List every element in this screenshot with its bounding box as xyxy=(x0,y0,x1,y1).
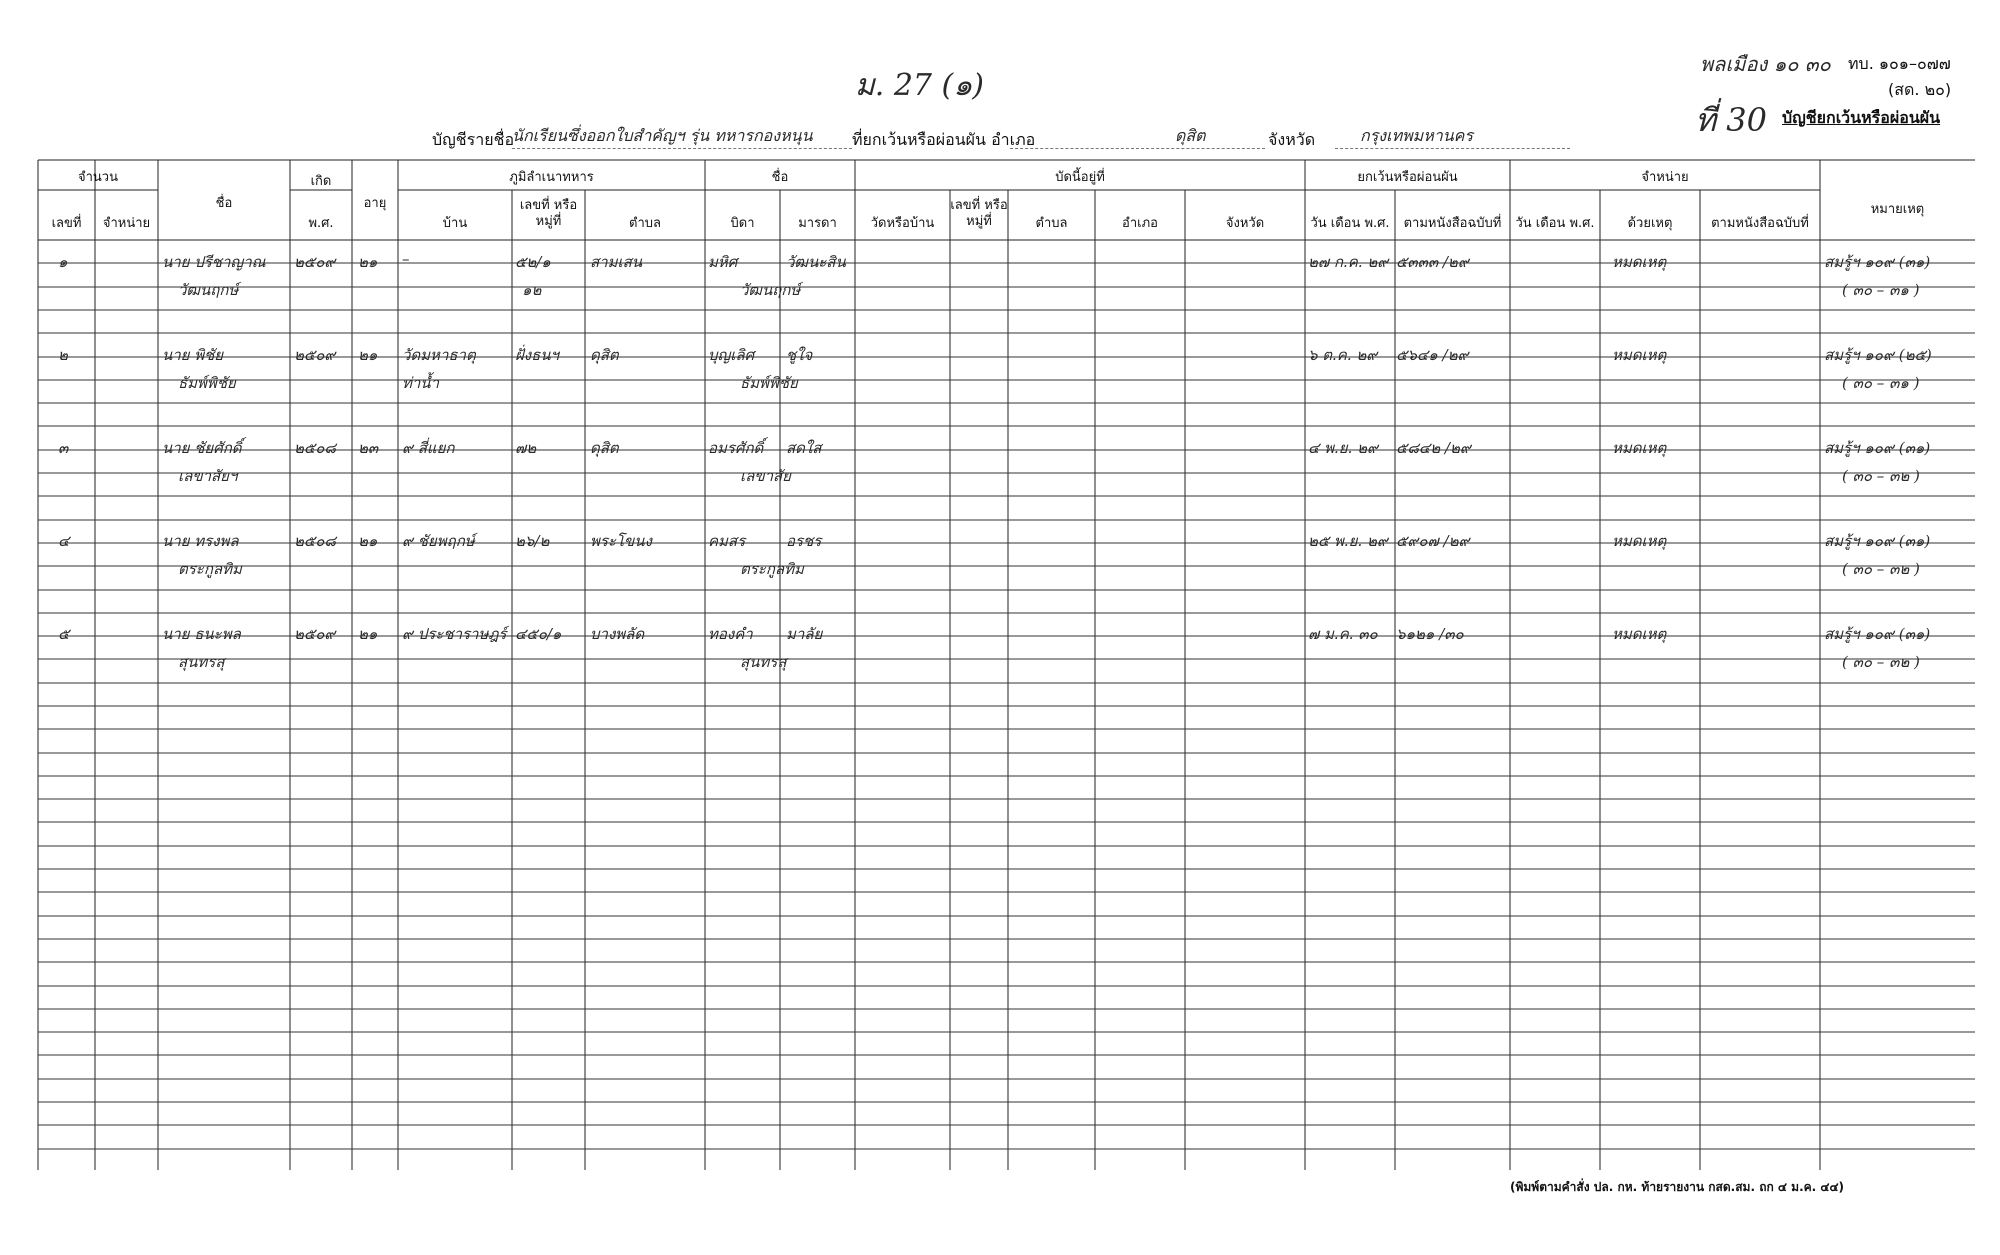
cell-remark-range: ( ๓๐ – ๓๒ ) xyxy=(1842,653,1920,671)
cell-parent-surname: เลขาสัย xyxy=(740,467,791,485)
cell-father: มหิศ xyxy=(708,253,738,271)
cell-remark: สมรู้ฯ ๑๐๙ (๓๑) xyxy=(1824,625,1931,643)
cell-mother: สดใส xyxy=(786,439,822,457)
title-province: กรุงเทพมหานคร xyxy=(1360,126,1473,145)
header-discharged: จำหน่าย xyxy=(102,216,151,231)
cell-exempt-ref: ๕๓๓๓ /๒๙ xyxy=(1396,253,1469,271)
cell-no: ๒ xyxy=(58,346,68,364)
cell-exempt-ref: ๕๙๐๗ /๒๙ xyxy=(1396,532,1470,550)
cell-father: คมสร xyxy=(708,532,746,550)
cell-exempt-date: ๔ พ.ย. ๒๙ xyxy=(1308,439,1378,457)
cell-village: – xyxy=(402,250,410,268)
header-dispose-reason: ด้วยเหตุ xyxy=(1627,216,1673,231)
cell-exempt-ref: ๕๘๔๒ /๒๙ xyxy=(1396,439,1471,457)
cell-mother: อรชร xyxy=(786,532,822,550)
cell-dispose-reason: หมดเหตุ xyxy=(1612,346,1667,364)
header-born-year: พ.ศ. xyxy=(308,216,334,231)
header-temple: วัดหรือบ้าน xyxy=(870,216,935,231)
header-exempt-date: วัน เดือน พ.ศ. xyxy=(1310,216,1390,231)
cell-age: ๒๑ xyxy=(358,625,378,643)
cell-village: วัดมหาธาตุ xyxy=(402,346,476,364)
page-note: พลเมือง ๑๐ ๓๐ xyxy=(1700,52,1831,76)
cell-name-last: วัฒนฤกษ์ xyxy=(178,281,239,299)
cell-house-no-2: ๑๒ xyxy=(522,281,542,299)
cell-remark: สมรู้ฯ ๑๐๙ (๓๑) xyxy=(1824,532,1931,550)
form-title: บัญชียกเว้นหรือผ่อนผัน xyxy=(1782,108,1941,127)
form-code: ทบ. ๑๐๑–๐๗๗ xyxy=(1848,54,1951,73)
top-center-mark: ม. 27 (๑) xyxy=(855,68,985,103)
cell-village-2: ท่าน้ำ xyxy=(402,374,439,392)
header-mother: มารดา xyxy=(798,216,837,231)
cell-remark: สมรู้ฯ ๑๐๙ (๒๕) xyxy=(1824,346,1932,364)
cell-age: ๒๑ xyxy=(358,532,378,550)
cell-name-first: นาย ชัยศักดิ์ xyxy=(162,439,242,457)
cell-subdistrict: ดุสิต xyxy=(590,439,619,457)
header-dispose-date: วัน เดือน พ.ศ. xyxy=(1515,216,1595,231)
cell-house-no: ๒๖/๒ xyxy=(515,532,550,550)
title-category: นักเรียนซึ่งออกใบสำคัญฯ รุ่น ทหารกองหนุน xyxy=(512,126,813,145)
cell-village: ๙ สี่แยก xyxy=(402,439,455,457)
cell-mother: ชูใจ xyxy=(786,346,813,364)
cell-name-first: นาย ปรีชาญาณ xyxy=(162,253,266,271)
cell-father: อมรศักดิ์ xyxy=(708,439,764,457)
cell-exempt-ref: ๖๑๒๑ /๓๐ xyxy=(1396,625,1464,643)
cell-name-last: ตระกูลทิม xyxy=(178,560,242,578)
header-number-group: จำนวน xyxy=(78,170,118,185)
header-exempt-group: ยกเว้นหรือผ่อนผัน xyxy=(1357,170,1458,185)
cell-remark-range: ( ๓๐ – ๓๒ ) xyxy=(1842,560,1920,578)
cell-born-year: ๒๕๐๙ xyxy=(294,253,336,271)
cell-parent-surname: วัฒนฤกษ์ xyxy=(740,281,801,299)
cell-name-last: ธัมพ์พิชัย xyxy=(178,374,236,392)
cell-house-no: ๗๒ xyxy=(515,439,537,457)
cell-name-last: เลขาสัยฯ xyxy=(178,467,238,485)
cell-no: ๔ xyxy=(58,532,70,550)
cell-village: ๙ ชัยพฤกษ์ xyxy=(402,532,475,550)
cell-exempt-date: ๒๗ ก.ค. ๒๙ xyxy=(1308,253,1389,271)
cell-born-year: ๒๕๐๘ xyxy=(294,532,336,550)
cell-subdistrict: สามเสน xyxy=(590,253,643,271)
cell-village: ๙ ประชาราษฎร์ xyxy=(402,625,507,643)
header-exempt-ref: ตามหนังสือฉบับที่ xyxy=(1403,216,1502,231)
cell-subdistrict: พระโขนง xyxy=(590,532,652,550)
header-house-no: เลขที่ หรือหมู่ที่ xyxy=(519,198,578,229)
header-name: ชื่อ xyxy=(215,196,233,211)
header-age: อายุ xyxy=(363,196,387,211)
cell-dispose-reason: หมดเหตุ xyxy=(1612,532,1667,550)
cell-age: ๒๑ xyxy=(358,346,378,364)
cell-remark: สมรู้ฯ ๑๐๙ (๓๑) xyxy=(1824,439,1931,457)
footer-note: (พิมพ์ตามคำสั่ง ปล. กห. ท้ายรายงาน กสด.สม. ถก ๔ ม.ค. ๔๔) xyxy=(1510,1180,1845,1194)
title-province-label: จังหวัด xyxy=(1268,130,1316,149)
cell-house-no: ๔๕๐/๑ xyxy=(515,625,562,643)
cell-no: ๕ xyxy=(58,625,70,643)
cell-exempt-date: ๗ ม.ค. ๓๐ xyxy=(1308,625,1378,643)
cell-exempt-ref: ๕๖๔๑ /๒๙ xyxy=(1396,346,1469,364)
title-district: ดุสิต xyxy=(1175,126,1206,145)
cell-father: บุญเลิศ xyxy=(708,346,755,364)
cell-remark-range: ( ๓๐ – ๓๑ ) xyxy=(1842,281,1920,299)
cell-mother: วัฒนะสิน xyxy=(786,253,846,271)
cell-age: ๒๑ xyxy=(358,253,378,271)
cell-house-no: ๕๒/๑ xyxy=(515,253,551,271)
cell-exempt-date: ๖ ต.ค. ๒๙ xyxy=(1308,346,1378,364)
title-prefix: บัญชีรายชื่อ xyxy=(432,130,515,149)
cell-dispose-reason: หมดเหตุ xyxy=(1612,439,1667,457)
form-sub: (สด. ๒๐) xyxy=(1888,80,1952,99)
cell-parent-surname: สุนทรสุ xyxy=(740,653,787,671)
cell-name-first: นาย ทรงพล xyxy=(162,532,239,550)
cell-exempt-date: ๒๕ พ.ย. ๒๙ xyxy=(1308,532,1388,550)
header-born-group: เกิด xyxy=(310,174,332,189)
cell-remark-range: ( ๓๐ – ๓๒ ) xyxy=(1842,467,1920,485)
cell-subdistrict: บางพลัด xyxy=(590,625,645,643)
cell-parent-surname: ตระกูลทิม xyxy=(740,560,804,578)
header-addr-district: อำเภอ xyxy=(1122,216,1158,231)
cell-dispose-reason: หมดเหตุ xyxy=(1612,253,1667,271)
cell-subdistrict: ดุสิต xyxy=(590,346,619,364)
sheet-mark: ที่ 30 xyxy=(1695,101,1767,139)
header-address-group: บัดนี้อยู่ที่ xyxy=(1055,170,1105,185)
cell-name-last: สุนทรสุ xyxy=(178,653,225,671)
cell-father: ทองคำ xyxy=(708,625,753,643)
header-addr-subdistrict: ตำบล xyxy=(1035,216,1068,231)
header-domicile-group: ภูมิลำเนาทหาร xyxy=(509,170,594,185)
cell-no: ๓ xyxy=(58,439,69,457)
title-mid: ที่ยกเว้นหรือผ่อนผัน อำเภอ xyxy=(852,130,1036,149)
header-father: บิดา xyxy=(730,216,755,231)
header-addr-province: จังหวัด xyxy=(1225,216,1265,231)
cell-name-first: นาย พิชัย xyxy=(162,346,224,364)
cell-house-no: ฝั่งธนฯ xyxy=(515,346,559,364)
cell-remark-range: ( ๓๐ – ๓๑ ) xyxy=(1842,374,1920,392)
cell-parent-surname: ธัมพ์พิชัย xyxy=(740,374,798,392)
cell-age: ๒๓ xyxy=(358,439,379,457)
header-dispose-ref: ตามหนังสือฉบับที่ xyxy=(1711,216,1809,231)
header-subdistrict: ตำบล xyxy=(629,216,661,231)
header-dispose-group: จำหน่าย xyxy=(1641,170,1689,185)
header-village: บ้าน xyxy=(442,216,468,231)
cell-born-year: ๒๕๐๘ xyxy=(294,439,336,457)
header-parents-group: ชื่อ xyxy=(771,170,789,185)
header-no: เลขที่ xyxy=(51,216,82,231)
header-addr-house-no: เลขที่ หรือหมู่ที่ xyxy=(950,198,1008,229)
cell-born-year: ๒๕๐๙ xyxy=(294,346,336,364)
header-remarks: หมายเหตุ xyxy=(1870,202,1925,217)
cell-no: ๑ xyxy=(58,253,68,271)
cell-mother: มาลัย xyxy=(786,625,823,643)
cell-born-year: ๒๕๐๙ xyxy=(294,625,336,643)
cell-remark: สมรู้ฯ ๑๐๙ (๓๑) xyxy=(1824,253,1931,271)
cell-name-first: นาย ธนะพล xyxy=(162,625,241,643)
cell-dispose-reason: หมดเหตุ xyxy=(1612,625,1667,643)
